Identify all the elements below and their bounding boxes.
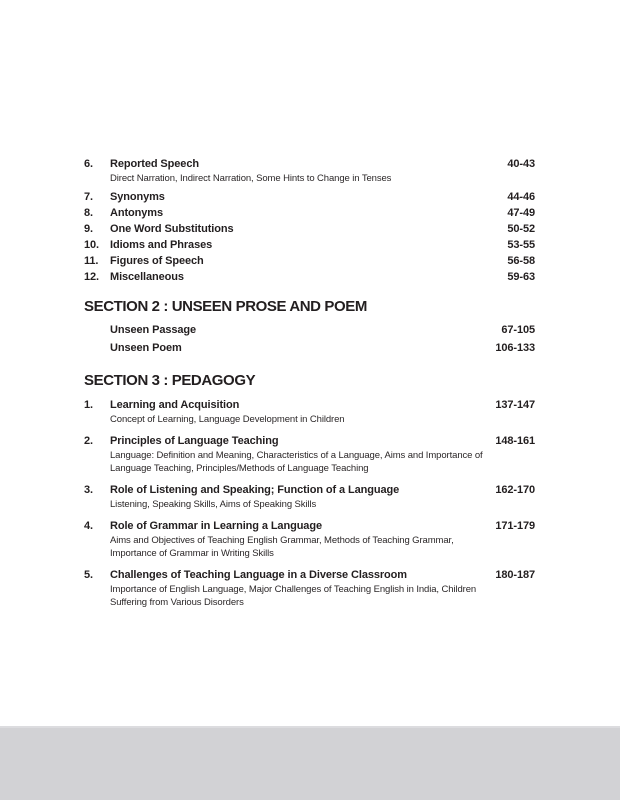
toc-item-title: Role of Listening and Speaking; Function of a Language [110,484,400,496]
toc-item-pages: 171-179 [495,520,535,532]
toc-row [84,205,535,221]
toc-row [84,321,535,339]
toc-item-pages: 47-49 [507,207,535,219]
toc-item-number: 9. [84,223,93,235]
toc-row [84,221,535,237]
toc-item-pages: 180-187 [495,569,535,581]
toc-item-pages: 56-58 [507,255,535,267]
section-1-items [84,156,535,285]
toc-row [84,482,535,498]
toc-row [84,339,535,357]
toc-entry [84,433,535,475]
toc-row [84,567,535,583]
toc-item-title: Principles of Language Teaching [110,435,279,447]
section-3-items [84,397,535,609]
toc-item-title: Challenges of Teaching Language in a Diverse Classroom [110,569,407,581]
toc-item-number: 1. [84,399,93,411]
toc-item-number: 8. [84,207,93,219]
toc-row [84,269,535,285]
toc-entry [84,567,535,609]
toc-item-pages: 137-147 [495,399,535,411]
toc-item-subtitle: Importance of English Language, Major Challenges of Teaching English in India, Children Suffering from Various Disorders [110,584,477,608]
toc-item-pages: 148-161 [495,435,535,447]
toc-item-title: Figures of Speech [110,255,204,267]
toc-item-number: 5. [84,569,93,581]
toc-entry [84,518,535,560]
toc-item-title: Miscellaneous [110,271,184,283]
toc-item-title: Antonyms [110,207,163,219]
toc-item-number: 3. [84,484,93,496]
section-3-heading: SECTION 3 : PEDAGOGY [84,372,256,389]
toc-item-pages: 53-55 [507,239,535,251]
toc-item-title: Unseen Passage [110,324,197,336]
toc-item-title: Unseen Poem [110,342,182,354]
toc-item-pages: 59-63 [507,271,535,283]
toc-item-number: 12. [84,271,99,283]
toc-item-pages: 106-133 [495,342,535,354]
toc-item-subtitle: Aims and Objectives of Teaching English Grammar, Methods of Teaching Grammar, Importance of Grammar in Writing Skills [110,535,454,559]
toc-item-number: 10. [84,239,99,251]
toc-item-subtitle: Concept of Learning, Language Development in Children [110,414,345,425]
toc-entry [84,482,535,511]
toc-item-pages: 40-43 [507,158,535,170]
toc-item-title: Idioms and Phrases [110,239,213,251]
scan-background-band [0,726,620,800]
toc-row [84,433,535,449]
toc-content [84,156,535,616]
toc-row [84,237,535,253]
toc-item-title: Role of Grammar in Learning a Language [110,520,322,532]
section-2-items [84,321,535,357]
toc-item-title: Learning and Acquisition [110,399,240,411]
toc-item-number: 2. [84,435,93,447]
toc-entry [84,397,535,426]
toc-item-subtitle: Listening, Speaking Skills, Aims of Speaking Skills [110,499,317,510]
toc-row [84,189,535,205]
toc-item-title: One Word Substitutions [110,223,234,235]
toc-item-number: 4. [84,520,93,532]
toc-item-pages: 50-52 [507,223,535,235]
toc-item-title: Reported Speech [110,158,199,170]
toc-item-pages: 162-170 [495,484,535,496]
toc-item-pages: 44-46 [507,191,535,203]
toc-row [84,253,535,269]
toc-item-number: 11. [84,255,99,267]
toc-row [84,518,535,534]
toc-row [84,397,535,413]
toc-row [84,156,535,172]
toc-item-pages: 67-105 [501,324,535,336]
toc-item-subtitle: Direct Narration, Indirect Narration, Some Hints to Change in Tenses [110,173,392,184]
section-2-heading: SECTION 2 : UNSEEN PROSE AND POEM [84,298,367,315]
toc-item-number: 6. [84,158,93,170]
toc-item-subtitle: Language: Definition and Meaning, Characteristics of a Language, Aims and Importance of Language Teaching, Principles/Methods of Language Teaching [110,450,483,474]
toc-item-title: Synonyms [110,191,165,203]
toc-item-number: 7. [84,191,93,203]
